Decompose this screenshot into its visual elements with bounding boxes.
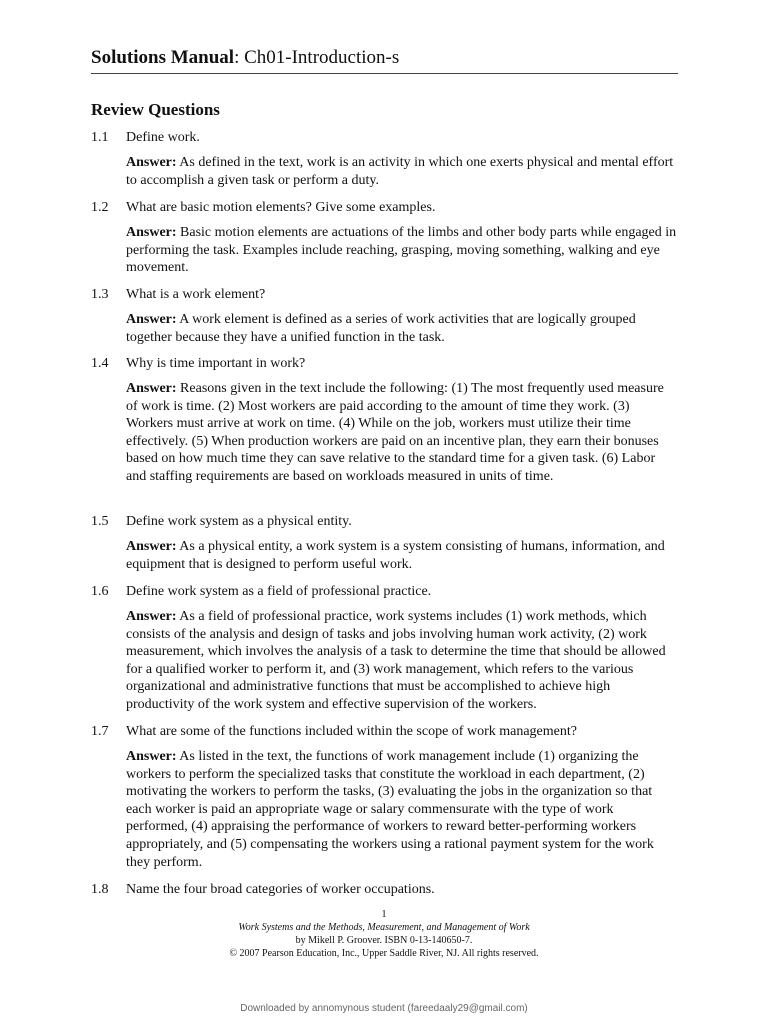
section-title: Review Questions <box>91 100 220 119</box>
answer-label: Answer: <box>126 749 177 764</box>
answer-label: Answer: <box>126 539 177 554</box>
question-text: Name the four broad categories of worker occupations. <box>126 882 435 897</box>
question-number: 1.5 <box>91 514 109 529</box>
answer-block <box>126 538 678 573</box>
answer-text: As defined in the text, work is an activity in which one exerts physical and mental effort to accomplish a given task or perform a duty. <box>126 155 674 188</box>
answer-text: As a field of professional practice, work systems includes (1) work methods, which consists of the analysis and design of tasks and jobs involving human work activity, (2) work measurement, which involves the analysis of a task to determine the time that should be allowed for a qualified worker to perform it, and (3) work management, which refers to the various organizational and administrative functions that must be accomplished to achieve high productivity of the work system and effective supervision of the workers. <box>126 609 666 712</box>
question-number: 1.4 <box>91 356 109 371</box>
footer-book-title: Work Systems and the Methods, Measurement, and Management of Work <box>238 922 530 933</box>
question-text: Why is time important in work? <box>126 356 306 371</box>
question-number: 1.2 <box>91 200 109 215</box>
question-number: 1.6 <box>91 584 109 599</box>
header-title-bold: Solutions Manual <box>91 47 235 68</box>
question-text: What are some of the functions included within the scope of work management? <box>126 724 577 739</box>
question-number: 1.7 <box>91 724 109 739</box>
footer-copyright: © 2007 Pearson Education, Inc., Upper Saddle River, NJ. All rights reserved. <box>229 948 539 959</box>
page-number: 1 <box>381 909 387 920</box>
question-text: Define work system as a field of professional practice. <box>126 584 432 599</box>
question-text: Define work. <box>126 130 200 145</box>
answer-label: Answer: <box>126 381 177 396</box>
answer-block <box>126 154 678 189</box>
header-title-rest: : Ch01-Introduction-s <box>234 47 400 68</box>
answer-block <box>126 311 678 346</box>
answer-label: Answer: <box>126 225 177 240</box>
answer-label: Answer: <box>126 155 177 170</box>
answer-block <box>126 608 678 714</box>
answer-text: As a physical entity, a work system is a system consisting of humans, information, and equipment that is designed to perform useful work. <box>126 539 665 572</box>
question-number: 1.8 <box>91 882 109 897</box>
download-watermark: Downloaded by annomynous student (fareedaaly29@gmail.com) <box>240 1003 528 1014</box>
answer-text: Basic motion elements are actuations of the limbs and other body parts while engaged in performing the task. Examples include reaching, grasping, moving something, walking and eye movement. <box>126 225 677 276</box>
question-number: 1.1 <box>91 130 109 145</box>
document-header <box>91 46 678 74</box>
answer-text: As listed in the text, the functions of work management include (1) organizing the workers to perform the specialized tasks that constitute the workload in each department, (2) motivating the workers to perform the tasks, (3) evaluating the jobs in the organization so that each worker is paid an appropriate wage or salary commensurate with the type of work performed, (4) appraising the performance of workers to reward better-performing workers appropriately, and (5) compensating the workers using a rational payment system for the work they perform. <box>126 749 654 870</box>
answer-block <box>126 748 678 871</box>
answer-text: Reasons given in the text include the following: (1) The most frequently used measure of work is time. (2) Most workers are paid according to the amount of time they work. (3) Workers must arrive at work on time. (4) While on the job, workers must utilize their time effectively. (5) When production workers are paid on an incentive plan, they earn their bonuses based on how much time they can save relative to the standard time for a given task. (6) Labor and staffing requirements are based on workloads measured in units of time. <box>126 381 664 484</box>
answer-label: Answer: <box>126 609 177 624</box>
footer-author-line: by Mikell P. Groover. ISBN 0-13-140650-7. <box>295 935 473 946</box>
answer-block <box>126 380 678 486</box>
question-number: 1.3 <box>91 287 109 302</box>
answer-text: A work element is defined as a series of work activities that are logically grouped together because they have a unified function in the task. <box>126 312 636 345</box>
question-text: What are basic motion elements? Give some examples. <box>126 200 436 215</box>
question-text: What is a work element? <box>126 287 266 302</box>
question-text: Define work system as a physical entity. <box>126 514 352 529</box>
answer-block <box>126 224 678 277</box>
answer-label: Answer: <box>126 312 177 327</box>
